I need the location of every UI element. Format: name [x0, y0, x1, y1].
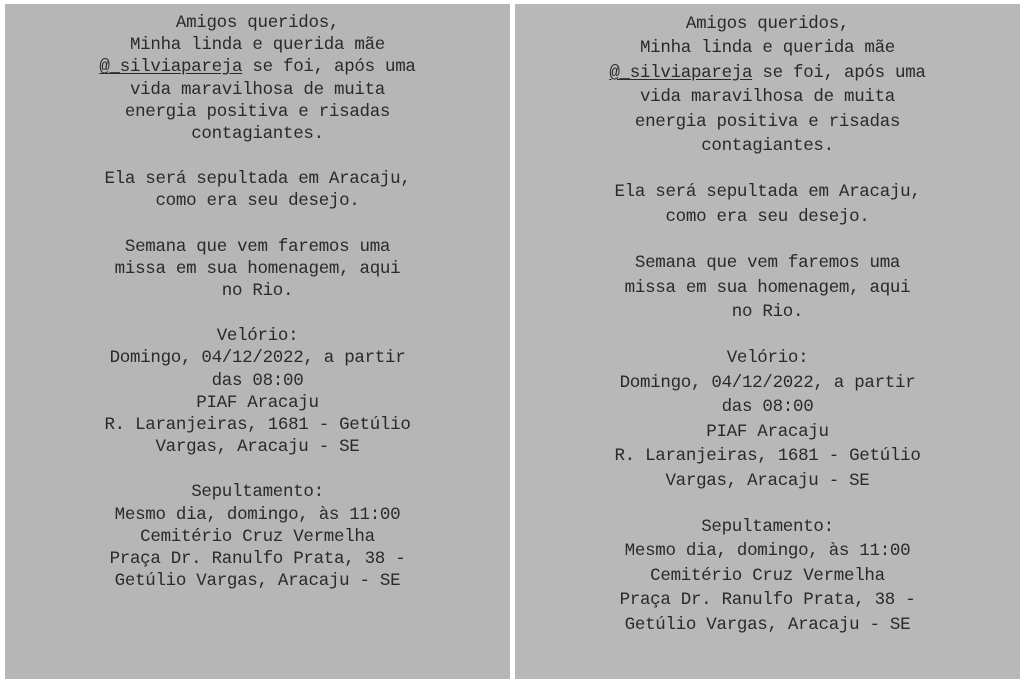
text-line: Domingo, 04/12/2022, a partir — [619, 372, 916, 393]
user-handle-link[interactable]: @_silviapareja — [609, 62, 753, 83]
paragraph-burial-place — [5, 168, 510, 212]
intro-line: Minha linda e querida mãe — [129, 35, 386, 56]
paragraph-burial — [5, 481, 510, 592]
text-line: R. Laranjeiras, 1681 - Getúlio — [104, 415, 411, 436]
text-line: energia positiva e risadas — [124, 101, 391, 122]
text-line: missa em sua homenagem, aqui — [114, 258, 401, 279]
message-body — [515, 12, 1020, 659]
section-heading-burial: Sepultamento: — [191, 482, 324, 503]
text-line: Semana que vem faremos uma — [634, 253, 901, 274]
text-line: Ela será sepultada em Aracaju, — [614, 182, 921, 203]
text-line: no Rio. — [731, 302, 804, 323]
text-line: Vargas, Aracaju - SE — [665, 470, 870, 491]
text-line: Mesmo dia, domingo, às 11:00 — [114, 504, 401, 525]
text-line: Getúlio Vargas, Aracaju - SE — [624, 614, 911, 635]
text-line: no Rio. — [221, 281, 294, 302]
text-line: Getúlio Vargas, Aracaju - SE — [114, 571, 401, 592]
text-line: contagiantes. — [701, 136, 834, 157]
paragraph-announcement — [5, 12, 510, 145]
section-heading-wake: Velório: — [726, 348, 809, 369]
text-line: das 08:00 — [721, 397, 814, 418]
text-line: Praça Dr. Ranulfo Prata, 38 - — [619, 590, 916, 611]
text-line: Praça Dr. Ranulfo Prata, 38 - — [109, 549, 406, 570]
paragraph-mass — [5, 236, 510, 303]
message-body — [5, 12, 510, 615]
message-screenshot-left — [5, 4, 510, 679]
user-handle-link[interactable]: @_silviapareja — [99, 57, 243, 78]
paragraph-burial — [515, 515, 1020, 637]
text-line: Vargas, Aracaju - SE — [155, 437, 360, 458]
section-heading-burial: Sepultamento: — [701, 516, 834, 537]
text-line: energia positiva e risadas — [634, 111, 901, 132]
intro-line: Minha linda e querida mãe — [639, 38, 896, 59]
paragraph-wake — [5, 325, 510, 458]
text-line: R. Laranjeiras, 1681 - Getúlio — [614, 446, 921, 467]
handle-line-rest: se foi, após uma — [242, 57, 416, 78]
text-line: PIAF Aracaju — [196, 392, 319, 413]
text-line: contagiantes. — [191, 124, 324, 145]
text-line: como era seu desejo. — [155, 191, 360, 212]
text-line: Cemitério Cruz Vermelha — [140, 526, 375, 547]
handle-line-rest: se foi, após uma — [752, 62, 926, 83]
text-line: Ela será sepultada em Aracaju, — [104, 169, 411, 190]
text-line: missa em sua homenagem, aqui — [624, 277, 911, 298]
handle-line — [515, 61, 1020, 85]
greeting-line: Amigos queridos, — [175, 13, 340, 33]
paragraph-burial-place — [515, 180, 1020, 229]
text-line: das 08:00 — [211, 370, 304, 391]
text-line: PIAF Aracaju — [706, 421, 829, 442]
text-line: como era seu desejo. — [665, 206, 870, 227]
message-screenshot-right — [515, 4, 1020, 679]
greeting-line: Amigos queridos, — [685, 14, 850, 34]
handle-line — [5, 56, 510, 78]
paragraph-announcement — [515, 12, 1020, 158]
text-line: vida maravilhosa de muita — [129, 79, 386, 100]
text-line: Cemitério Cruz Vermelha — [650, 565, 885, 586]
paragraph-mass — [515, 251, 1020, 324]
section-heading-wake: Velório: — [216, 326, 299, 347]
text-line: vida maravilhosa de muita — [639, 87, 896, 108]
paragraph-wake — [515, 346, 1020, 492]
text-line: Domingo, 04/12/2022, a partir — [109, 348, 406, 369]
text-line: Semana que vem faremos uma — [124, 236, 391, 257]
text-line: Mesmo dia, domingo, às 11:00 — [624, 541, 911, 562]
